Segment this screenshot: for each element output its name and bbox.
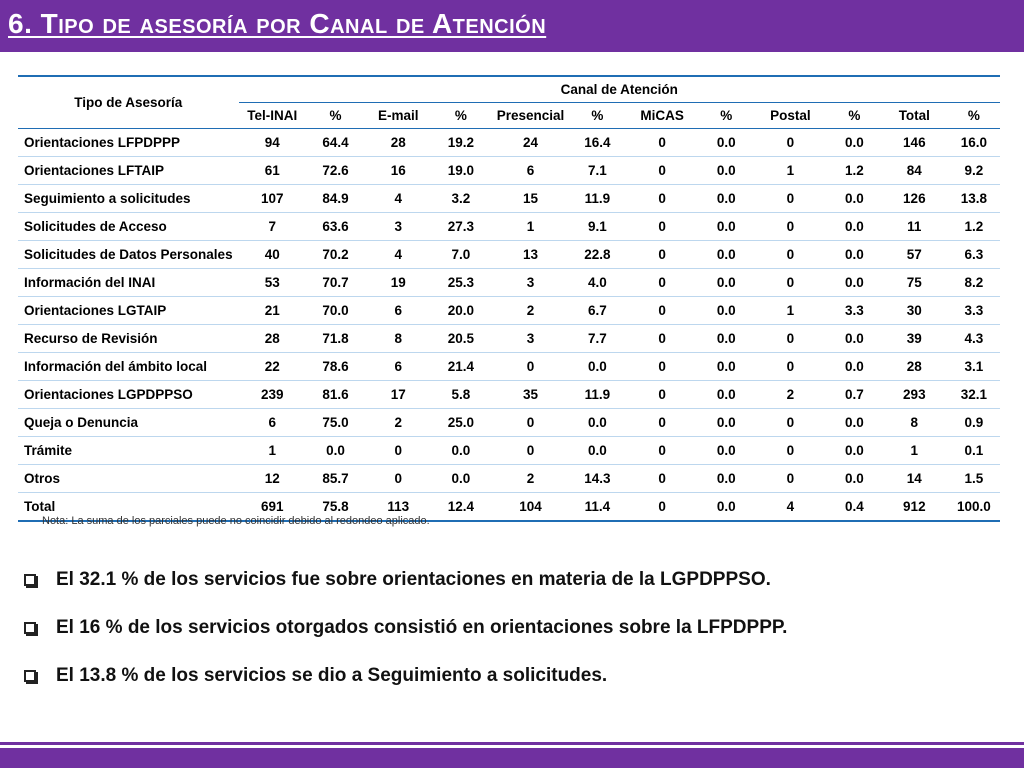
checkbox-bullet-icon (24, 670, 36, 682)
table-cell: 0 (491, 409, 571, 437)
table-cell: 11 (881, 213, 948, 241)
table-cell: 78.6 (306, 353, 365, 381)
table-cell: 0 (365, 437, 431, 465)
bullet-text: El 13.8 % de los servicios se dio a Seguimiento a solicitudes. (56, 665, 608, 686)
table-cell: 0 (624, 353, 699, 381)
bullet-item (22, 652, 1002, 700)
table-cell: 0.0 (700, 409, 753, 437)
table-cell: 16.0 (948, 129, 1000, 157)
table-cell: 8 (881, 409, 948, 437)
table-cell: 27.3 (431, 213, 490, 241)
table-cell: 11.9 (570, 185, 624, 213)
table-row (18, 325, 1000, 353)
table-cell: 0 (753, 353, 828, 381)
row-label: Orientaciones LGPDPPSO (18, 381, 239, 409)
table-cell: 0.0 (570, 353, 624, 381)
table-cell: 0 (624, 409, 699, 437)
table-cell: 6.7 (570, 297, 624, 325)
table-cell: 8 (365, 325, 431, 353)
table-cell: 0.0 (828, 129, 881, 157)
table-row (18, 241, 1000, 269)
table-cell: 0 (491, 353, 571, 381)
table-cell: 0.0 (306, 437, 365, 465)
table-cell: 75.8 (306, 493, 365, 522)
table-cell: 1 (491, 213, 571, 241)
table-cell: 0.0 (700, 493, 753, 522)
table-cell: 28 (881, 353, 948, 381)
table-cell: 4 (365, 241, 431, 269)
column-header: Tel-INAI (239, 103, 306, 129)
table-row (18, 353, 1000, 381)
bullet-list (22, 556, 1002, 700)
table-cell: 15 (491, 185, 571, 213)
table-note: Nota: La suma de los parciales puede no coincidir debido al redondeo aplicado. (42, 515, 430, 527)
table-cell: 75 (881, 269, 948, 297)
table-row (18, 297, 1000, 325)
table-cell: 21.4 (431, 353, 490, 381)
table-cell: 6 (365, 297, 431, 325)
table-cell: 7.7 (570, 325, 624, 353)
table-cell: 1 (753, 157, 828, 185)
table-cell: 6 (365, 353, 431, 381)
table-cell: 0 (753, 185, 828, 213)
table-cell: 912 (881, 493, 948, 522)
bullet-text: El 16 % de los servicios otorgados consistió en orientaciones sobre la LFPDPPP. (56, 617, 788, 638)
table-cell: 0 (753, 325, 828, 353)
table-cell: 13 (491, 241, 571, 269)
row-label: Solicitudes de Datos Personales (18, 241, 239, 269)
row-header-tipo: Tipo de Asesoría (18, 76, 239, 129)
table-cell: 14.3 (570, 465, 624, 493)
table-cell: 30 (881, 297, 948, 325)
table-cell: 0 (365, 465, 431, 493)
table-cell: 0 (624, 269, 699, 297)
table-cell: 0.0 (700, 297, 753, 325)
table-cell: 81.6 (306, 381, 365, 409)
table-row (18, 465, 1000, 493)
table-cell: 0.7 (828, 381, 881, 409)
table-cell: 53 (239, 269, 306, 297)
table-cell: 20.5 (431, 325, 490, 353)
table-cell: 0.0 (700, 213, 753, 241)
table-cell: 0.0 (828, 353, 881, 381)
table-cell: 0.0 (828, 213, 881, 241)
table-cell: 4.0 (570, 269, 624, 297)
table-cell: 6 (239, 409, 306, 437)
table-cell: 126 (881, 185, 948, 213)
table-cell: 0.0 (828, 325, 881, 353)
table-cell: 9.1 (570, 213, 624, 241)
table-cell: 0 (624, 297, 699, 325)
table-cell: 0 (753, 437, 828, 465)
table-cell: 20.0 (431, 297, 490, 325)
table-cell: 25.3 (431, 269, 490, 297)
table-cell: 107 (239, 185, 306, 213)
table-cell: 7 (239, 213, 306, 241)
table-cell: 0 (624, 493, 699, 522)
table-cell: 40 (239, 241, 306, 269)
table-cell: 12.4 (431, 493, 490, 522)
title-bar (0, 0, 1024, 52)
table-cell: 2 (753, 381, 828, 409)
table-cell: 63.6 (306, 213, 365, 241)
table-cell: 57 (881, 241, 948, 269)
table-cell: 72.6 (306, 157, 365, 185)
table-cell: 24 (491, 129, 571, 157)
table-cell: 293 (881, 381, 948, 409)
bullet-item (22, 604, 1002, 652)
table-cell: 16 (365, 157, 431, 185)
table-cell: 1 (239, 437, 306, 465)
row-label: Recurso de Revisión (18, 325, 239, 353)
group-header-canal: Canal de Atención (239, 76, 1000, 103)
table-cell: 3.1 (948, 353, 1000, 381)
table-cell: 3.2 (431, 185, 490, 213)
table-cell: 1 (881, 437, 948, 465)
checkbox-bullet-icon (24, 622, 36, 634)
table-cell: 0 (624, 129, 699, 157)
column-header: % (828, 103, 881, 129)
table-cell: 0 (624, 325, 699, 353)
table-cell: 12 (239, 465, 306, 493)
table-cell: 11.9 (570, 381, 624, 409)
table-cell: 19.2 (431, 129, 490, 157)
table-cell: 32.1 (948, 381, 1000, 409)
table-cell: 11.4 (570, 493, 624, 522)
table-cell: 6.3 (948, 241, 1000, 269)
table-cell: 0 (624, 157, 699, 185)
table-cell: 13.8 (948, 185, 1000, 213)
table-cell: 3 (491, 325, 571, 353)
table-cell: 0.0 (700, 157, 753, 185)
table-cell: 2 (491, 465, 571, 493)
table-cell: 70.2 (306, 241, 365, 269)
row-label: Información del INAI (18, 269, 239, 297)
column-header: % (700, 103, 753, 129)
table-cell: 3 (365, 213, 431, 241)
table-cell: 1 (753, 297, 828, 325)
column-header: % (306, 103, 365, 129)
table-cell: 6 (491, 157, 571, 185)
checkbox-bullet-icon (24, 574, 36, 586)
table-cell: 7.1 (570, 157, 624, 185)
table-cell: 0.0 (700, 325, 753, 353)
table-cell: 0 (753, 269, 828, 297)
table-cell: 0 (753, 213, 828, 241)
table-cell: 16.4 (570, 129, 624, 157)
table-cell: 22 (239, 353, 306, 381)
table-cell: 35 (491, 381, 571, 409)
table-cell: 100.0 (948, 493, 1000, 522)
table-cell: 0 (753, 129, 828, 157)
table-cell: 0.0 (828, 437, 881, 465)
footer-rule (0, 742, 1024, 745)
table-cell: 0.0 (570, 437, 624, 465)
table-cell: 8.2 (948, 269, 1000, 297)
table-row (18, 213, 1000, 241)
table-cell: 0.0 (828, 409, 881, 437)
column-header: % (570, 103, 624, 129)
table-cell: 0 (624, 437, 699, 465)
table-cell: 14 (881, 465, 948, 493)
table-cell: 84.9 (306, 185, 365, 213)
table-cell: 0 (753, 465, 828, 493)
table-cell: 28 (365, 129, 431, 157)
row-label: Orientaciones LFTAIP (18, 157, 239, 185)
table-cell: 0.0 (700, 185, 753, 213)
table-row (18, 129, 1000, 157)
table-cell: 0.4 (828, 493, 881, 522)
table-cell: 3.3 (948, 297, 1000, 325)
table-cell: 0.0 (828, 465, 881, 493)
table-cell: 2 (365, 409, 431, 437)
table-cell: 4 (365, 185, 431, 213)
table-cell: 0 (491, 437, 571, 465)
table-cell: 0.9 (948, 409, 1000, 437)
table-cell: 0.0 (431, 437, 490, 465)
footer-bar (0, 748, 1024, 768)
table-cell: 85.7 (306, 465, 365, 493)
table-cell: 4 (753, 493, 828, 522)
table-row (18, 269, 1000, 297)
row-label: Queja o Denuncia (18, 409, 239, 437)
table-cell: 0.0 (700, 129, 753, 157)
table-cell: 19.0 (431, 157, 490, 185)
table-cell: 17 (365, 381, 431, 409)
table-cell: 9.2 (948, 157, 1000, 185)
table-row (18, 409, 1000, 437)
table-cell: 5.8 (431, 381, 490, 409)
table-cell: 19 (365, 269, 431, 297)
slide-title: 6. Tipo de asesoría por Canal de Atención (8, 8, 547, 39)
table-cell: 0.0 (700, 465, 753, 493)
table-cell: 7.0 (431, 241, 490, 269)
table-cell: 70.7 (306, 269, 365, 297)
table-cell: 0 (624, 185, 699, 213)
column-header: MiCAS (624, 103, 699, 129)
table-cell: 64.4 (306, 129, 365, 157)
bullet-text: El 32.1 % de los servicios fue sobre orientaciones en materia de la LGPDPPSO. (56, 569, 771, 590)
table-cell: 0.0 (700, 241, 753, 269)
row-label: Otros (18, 465, 239, 493)
table-cell: 0 (624, 465, 699, 493)
table-cell: 0.0 (700, 353, 753, 381)
column-header: % (431, 103, 490, 129)
column-header: Presencial (491, 103, 571, 129)
table-cell: 0 (753, 241, 828, 269)
table-cell: 21 (239, 297, 306, 325)
column-header: Total (881, 103, 948, 129)
table-cell: 2 (491, 297, 571, 325)
table-cell: 0.0 (828, 241, 881, 269)
table-cell: 0.0 (700, 437, 753, 465)
table-row (18, 381, 1000, 409)
table-cell: 4.3 (948, 325, 1000, 353)
table-row (18, 157, 1000, 185)
table-cell: 84 (881, 157, 948, 185)
asesoria-table (18, 75, 1000, 522)
row-label: Información del ámbito local (18, 353, 239, 381)
table-cell: 25.0 (431, 409, 490, 437)
column-header: Postal (753, 103, 828, 129)
table-cell: 1.2 (828, 157, 881, 185)
table-row (18, 185, 1000, 213)
row-label: Solicitudes de Acceso (18, 213, 239, 241)
table-cell: 28 (239, 325, 306, 353)
table-cell: 0.0 (700, 269, 753, 297)
table-cell: 0 (624, 213, 699, 241)
row-label: Seguimiento a solicitudes (18, 185, 239, 213)
table-cell: 0.0 (431, 465, 490, 493)
table-cell: 0 (624, 381, 699, 409)
table-cell: 1.5 (948, 465, 1000, 493)
table-cell: 22.8 (570, 241, 624, 269)
table-cell: 1.2 (948, 213, 1000, 241)
row-label: Orientaciones LFPDPPP (18, 129, 239, 157)
table-cell: 61 (239, 157, 306, 185)
table-cell: 146 (881, 129, 948, 157)
table-cell: 3.3 (828, 297, 881, 325)
table-cell: 71.8 (306, 325, 365, 353)
row-label: Orientaciones LGTAIP (18, 297, 239, 325)
row-label: Trámite (18, 437, 239, 465)
row-label: Total (18, 493, 239, 522)
table-cell: 0.0 (700, 381, 753, 409)
column-header: E-mail (365, 103, 431, 129)
table-cell: 75.0 (306, 409, 365, 437)
table-cell: 39 (881, 325, 948, 353)
bullet-item (22, 556, 1002, 604)
table-cell: 0.0 (828, 269, 881, 297)
column-header: % (948, 103, 1000, 129)
table-cell: 691 (239, 493, 306, 522)
table-cell: 94 (239, 129, 306, 157)
table-cell: 70.0 (306, 297, 365, 325)
table-row (18, 437, 1000, 465)
table-cell: 0.0 (570, 409, 624, 437)
table-cell: 104 (491, 493, 571, 522)
table-cell: 0 (624, 241, 699, 269)
table-cell: 0.0 (828, 185, 881, 213)
table-cell: 239 (239, 381, 306, 409)
table-cell: 3 (491, 269, 571, 297)
table-cell: 0.1 (948, 437, 1000, 465)
table-cell: 0 (753, 409, 828, 437)
table-cell: 113 (365, 493, 431, 522)
